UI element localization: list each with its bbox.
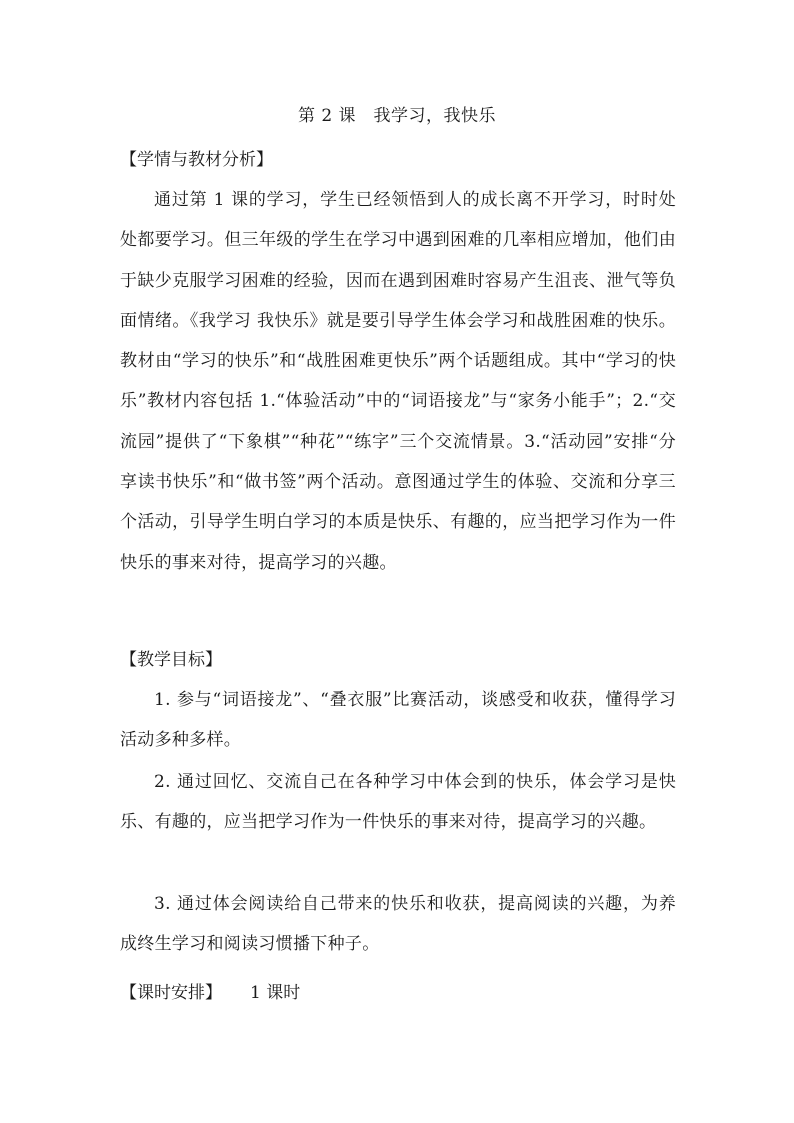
section-heading-schedule: 【课时安排】 (120, 983, 222, 1003)
lesson-title: 第 2 课 我学习，我快乐 (297, 106, 497, 126)
goal-item-3: 3. 通过体会阅读给自己带来的快乐和收获，提高阅读的兴趣，为养成终生学习和阅读习惯播下种子。 (120, 894, 676, 955)
goal-item-2: 2. 通过回忆、交流自己在各种学习中体会到的快乐，体会学习是快乐、有趣的，应当把学习作为一件快乐的事来对待，提高学习的兴趣。 (120, 772, 676, 833)
schedule-value: 1 课时 (250, 983, 301, 1003)
section-heading-goals: 【教学目标】 (120, 650, 222, 670)
section-heading-analysis: 【学情与教材分析】 (120, 150, 273, 170)
analysis-paragraph: 通过第 1 课的学习，学生已经领悟到人的成长离不开学习，时时处处都要学习。但三年级的学生在学习中遇到困难的几率相应增加，他们由于缺少克服学习困难的经验，因而在遇到困难时容易产生沮丧、泄气等负面情绪。《我学习 我快乐》就是要引导学生体会学习和战胜困难的快乐。教材由“学习的快乐”和“战胜困难更快乐”两个话题组成。其中“学习的快乐”教材内容包括 1.“体验活动”中的“词语接龙”与“家务小能手”；2.“交流园”提供了“下象棋”“种花”“练字”三个交流情景。3.“活动园”安排“分享读书快乐”和“做书签”两个活动。意图通过学生的体验、交流和分享三个活动，引导学生明白学习的本质是快乐、有趣的，应当把学习作为一件快乐的事来对待，提高学习的兴趣。 (120, 190, 676, 573)
section-schedule (120, 981, 300, 1005)
goal-item-1: 1. 参与“词语接龙”、“叠衣服”比赛活动，谈感受和收获，懂得学习活动多种多样。 (120, 690, 676, 751)
